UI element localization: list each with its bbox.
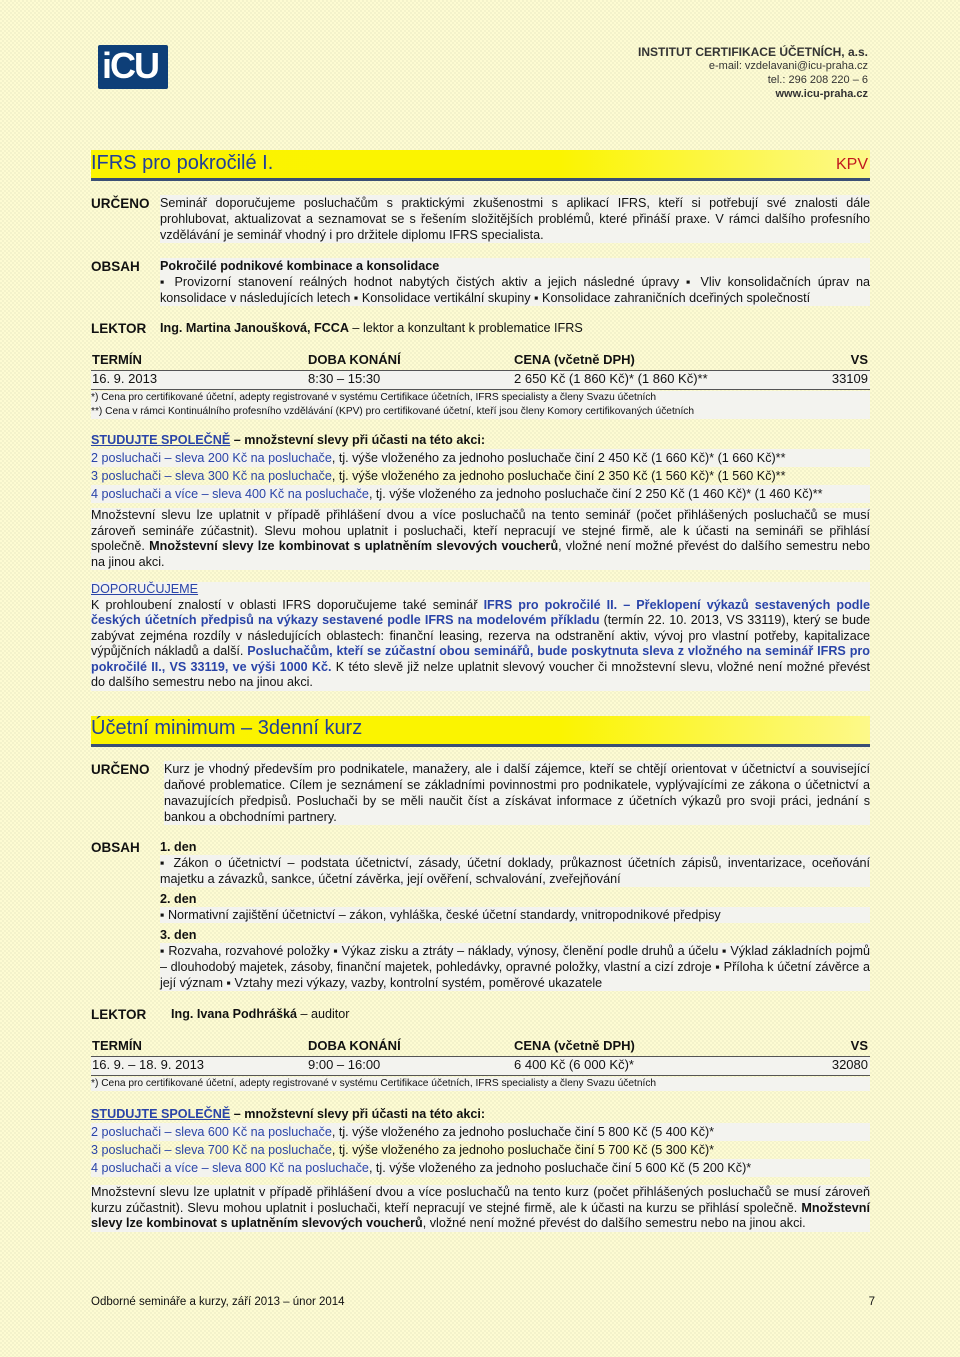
dop-text3: K této slevě již nelze uplatnit slevový voucher či množstevní slevu, vložné není možné převést do dalšího semestru nebo na jinou akci. (91, 659, 870, 689)
table-row (91, 371, 870, 390)
footer (91, 1296, 875, 1308)
discount-b: , tj. výše vloženého za jednoho posluchače činí 2 450 Kč (1 660 Kč)* (1 660 Kč)** (331, 451, 786, 465)
th-cena: CENA (včetně DPH) (514, 1038, 635, 1053)
lektor-role: – lektor a konzultant k problematice IFRS (348, 321, 583, 335)
para-bold: Množstevní slevy lze kombinovat s uplatněním slevových voucherů (91, 1200, 870, 1230)
discount-item (91, 449, 870, 467)
note-1: *) Cena pro certifikované účetní, adepty registrované v systému Certifikace účetních, IFRS specialisty a členy Svazu účetních (91, 1078, 657, 1089)
course2-table (91, 1038, 870, 1076)
dop-text: K prohloubení znalostí v oblasti IFRS doporučujeme také seminář (91, 597, 484, 612)
urceno-label: URČENO (91, 762, 150, 777)
discount-a: 3 posluchači – sleva 700 Kč na posluchače (91, 1143, 332, 1157)
course1-discount-paragraph (91, 508, 870, 570)
lektor-label: LEKTOR (91, 321, 147, 336)
para-text: Množstevní slevu lze uplatnit v případě přihlášení dvou a více posluchačů na tento seminář (počet přihlášených posluchačů se musí zároveň semináře zúčastnit). Slevu mohou uplatnit i posluchači, kteří nepracují ve stejné firmě, ale k účasti na semináři se přihlásí společně. (91, 508, 870, 553)
obsah-label: OBSAH (91, 259, 140, 274)
course1-title-bar (91, 150, 870, 181)
course2-urceno: Kurz je vhodný především pro podnikatele, manažery, ale i další zájemce, kteří se chtějí orientovat v účetnictví a související daňové problematice. Cílem je seznámení se základními povinnostmi pro podnikatele, vyplývajícími ze zákona o účetnictví a navazujících předpisů. Posluchači by se měli naučit číst a získávat informace z účetních výkazů pro svoji práci, jednání s bankou a obchodními partnery. (164, 762, 870, 824)
th-vs: VS (850, 1038, 868, 1053)
table-row (91, 1057, 870, 1076)
discount-heading-rest: – množstevní slevy při účasti na této akci: (230, 1107, 486, 1121)
obsah-text: ▪ Provizorní stanovení reálných hodnot nabytých čistých aktiv a jejich následné úpravy ▪ Vliv konsolidačních úprav na konsolidace v následujících letech ▪ Konsolidace vertikální skupiny ▪ Konsolidace zahraničních dceřiných společností (160, 275, 870, 305)
day-heading: 3. den (160, 928, 197, 942)
dop-text2: (termín 22. 10. 2013, VS 33119), který se bude zabývat zejména rozdíly v následujících oblastech: finanční leasing, rezerva na odstranění aktiv, vývoj pro vlastní potřeby, kapitalizace výpůjčních nákladů a další. (91, 613, 870, 658)
day-text: ▪ Rozvaha, rozvahové položky ▪ Výkaz zisku a ztráty – náklady, výnosy, členění podle druhů a účelu ▪ Výklad základních pojmů – dlouhodobý majetek, zásoby, finanční majetek, pohledávky, opravné položky, vlastní a cizí zdroje ▪ Příloha k účetní závěrce a její význam ▪ Vztahy mezi výkazy, vazby, kontrolní systém, poměrové ukazatele (160, 944, 870, 990)
course2-discount-paragraph (91, 1185, 870, 1232)
course1-notes (91, 391, 870, 419)
course1-table (91, 352, 870, 390)
course2-discounts (91, 1105, 870, 1177)
th-termin: TERMÍN (92, 352, 142, 367)
discount-a: 2 posluchači – sleva 200 Kč na posluchače (91, 451, 332, 465)
discount-a: 2 posluchači – sleva 600 Kč na posluchače (91, 1125, 332, 1139)
course2-title-bar (91, 716, 870, 747)
studujte-link[interactable]: STUDUJTE SPOLEČNĚ (91, 1107, 231, 1121)
course2-obsah (160, 839, 870, 991)
td-vs: 33109 (831, 371, 868, 386)
para-text-end: , vložné není možné převést do dalšího semestru nebo na jinou akci. (91, 539, 870, 569)
discount-a: 4 posluchači a více – sleva 800 Kč na posluchače (91, 1161, 369, 1175)
lektor-name: Ing. Martina Janoušková, FCCA (160, 321, 349, 335)
discount-item (91, 467, 870, 485)
td-vs: 32080 (831, 1057, 868, 1072)
course2-lektor (171, 1007, 350, 1021)
email: e-mail: vzdelavani@icu-praha.cz (708, 60, 868, 72)
discount-a: 4 posluchači a více – sleva 400 Kč na posluchače (91, 487, 369, 501)
course1-title: IFRS pro pokročilé I. (91, 152, 274, 174)
discount-heading (91, 431, 870, 449)
discount-b: , tj. výše vloženého za jednoho posluchače činí 2 250 Kč (1 460 Kč)* (1 460 Kč)** (368, 487, 823, 501)
discount-heading-rest: – množstevní slevy při účasti na této akci: (230, 433, 486, 447)
note-2: **) Cena v rámci Kontinuálního profesního vzdělávání (KPV) pro certifikované účetní, kteří jsou členy Komory certifikovaných účetních (91, 406, 695, 417)
doporucujeme-heading: DOPORUČUJEME (91, 582, 199, 596)
page-number: 7 (868, 1296, 875, 1308)
discount-item (91, 485, 870, 503)
table-header (91, 352, 870, 371)
header-contact (638, 45, 868, 101)
td-cena: 6 400 Kč (6 000 Kč)* (514, 1057, 634, 1072)
discount-heading (91, 1105, 870, 1123)
footer-text: Odborné semináře a kurzy, září 2013 – únor 2014 (91, 1296, 345, 1308)
th-doba: DOBA KONÁNÍ (308, 352, 401, 367)
para-text: Množstevní slevu lze uplatnit v případě přihlášení dvou a více posluchačů na tento kurz (počet přihlášených posluchačů se musí zároveň kurzu zúčastnit). Slevu mohou uplatnit i posluchači, kteří nepracují ve stejné firmě, ale k účasti na kurzu se přihlásí společně. (91, 1185, 870, 1215)
lektor-role: – auditor (296, 1007, 350, 1021)
day-text: ▪ Zákon o účetnictví – podstata účetnictví, zásady, účetní doklady, průkaznost účetních zápisů, inventarizace, oceňování majetku a závazků, sankce, účetní závěrka, její ověření, schvalování, zveřejňování (160, 856, 870, 886)
course1-obsah (160, 258, 870, 306)
website: www.icu-praha.cz (775, 88, 868, 100)
para-bold: Množstevní slevy lze kombinovat s uplatněním slevových voucherů (149, 539, 559, 553)
discount-item (91, 1141, 870, 1159)
td-cena: 2 650 Kč (1 860 Kč)* (1 860 Kč)** (514, 371, 708, 386)
course1-discounts (91, 431, 870, 503)
discount-a: 3 posluchači – sleva 300 Kč na posluchače (91, 469, 332, 483)
td-termin: 16. 9. 2013 (92, 371, 158, 386)
course2-title: Účetní minimum – 3denní kurz (91, 717, 363, 739)
discount-b: , tj. výše vloženého za jednoho posluchače činí 5 800 Kč (5 400 Kč)* (331, 1125, 715, 1139)
th-vs: VS (850, 352, 868, 367)
th-doba: DOBA KONÁNÍ (308, 1038, 401, 1053)
icu-logo (98, 45, 168, 89)
th-cena: CENA (včetně DPH) (514, 352, 635, 367)
td-doba: 8:30 – 15:30 (308, 371, 381, 386)
discount-item (91, 1123, 870, 1141)
studujte-link[interactable]: STUDUJTE SPOLEČNĚ (91, 433, 231, 447)
urceno-label: URČENO (91, 196, 150, 211)
org-name: INSTITUT CERTIFIKACE ÚČETNÍCH, a.s. (637, 45, 868, 59)
course1-urceno: Seminář doporučujeme posluchačům s praktickými zkušenostmi s aplikací IFRS, kteří si potřebují své znalosti dále prohlubovat, aktualizovat a seznamovat se s řešením složitějších problémů, které přináší praxe. V rámci dalšího profesního vzdělávání je seminář vhodný i pro držitele diplomu IFRS specialista. (160, 196, 870, 242)
lektor-label: LEKTOR (91, 1007, 147, 1022)
obsah-label: OBSAH (91, 840, 140, 855)
table-header (91, 1038, 870, 1057)
para-text-end: , vložné není možné převést do dalšího semestru nebo na jinou akci. (422, 1216, 806, 1230)
dop-discount: Posluchačům, kteří se zúčastní obou seminářů, bude poskytnuta sleva z vložného na seminář IFRS pro pokročilé II., VS 33119, ve výši 1000 Kč. (91, 644, 870, 674)
discount-item (91, 1159, 870, 1177)
course1-lektor (160, 321, 583, 335)
day-heading: 1. den (160, 840, 197, 854)
discount-b: , tj. výše vloženého za jednoho posluchače činí 5 600 Kč (5 200 Kč)* (368, 1161, 752, 1175)
th-termin: TERMÍN (92, 1038, 142, 1053)
phone: tel.: 296 208 220 – 6 (767, 74, 868, 86)
doporucujeme-block (91, 582, 870, 691)
course2-notes (91, 1077, 870, 1091)
day-heading: 2. den (160, 892, 197, 906)
note-1: *) Cena pro certifikované účetní, adepty registrované v systému Certifikace účetních, IFRS specialisty a členy Svazu účetních (91, 392, 657, 403)
obsah-title: Pokročilé podnikové kombinace a konsolidace (160, 259, 440, 273)
logo-text: iCU (102, 45, 158, 86)
kpv-tag: KPV (835, 156, 868, 173)
dop-course-name: IFRS pro pokročilé II. – Překlopení výkazů sestavených podle českých účetních předpisů na výkazy sestavené podle IFRS na modelovém příkladu (91, 597, 871, 627)
day-text: ▪ Normativní zajištění účetnictví – zákon, vyhláška, české účetní standardy, vnitropodnikové předpisy (160, 907, 870, 923)
lektor-name: Ing. Ivana Podhrášká (171, 1007, 297, 1021)
discount-b: , tj. výše vloženého za jednoho posluchače činí 5 700 Kč (5 300 Kč)* (331, 1143, 715, 1157)
td-termin: 16. 9. – 18. 9. 2013 (92, 1057, 205, 1072)
discount-b: , tj. výše vloženého za jednoho posluchače činí 2 350 Kč (1 560 Kč)* (1 560 Kč)** (331, 469, 786, 483)
td-doba: 9:00 – 16:00 (308, 1057, 381, 1072)
